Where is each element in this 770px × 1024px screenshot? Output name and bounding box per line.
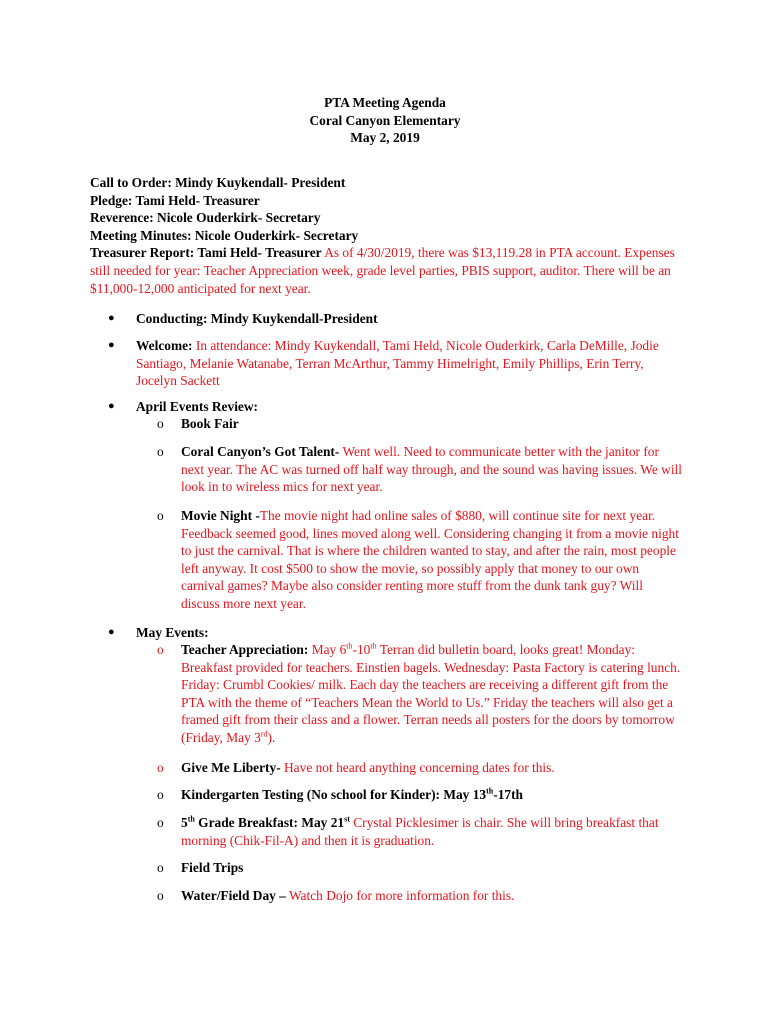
- movie-night-text: The movie night had online sales of $880, will continue site for next year. Feedback seemed good, lines moved along well. Considering changing it from a movie night to just the carnival. That is where the children wanted to stay, and after the rain, most people left anyway. It cost $500 to show the movie, so possibly apply that money to our own carnival games? Maybe also consider renting more stuff from the dunk tank guy? Will discuss more next year.: [181, 508, 679, 611]
- sub-bullet-icon: o: [157, 760, 164, 775]
- title-line-1: PTA Meeting Agenda: [324, 95, 446, 110]
- liberty-paragraph: [181, 759, 683, 777]
- bullet-icon: ●: [108, 626, 115, 638]
- sub-bullet-icon: o: [157, 787, 164, 802]
- teacher-sup-3: rd: [260, 729, 268, 739]
- welcome-paragraph: [136, 337, 682, 390]
- teacher-text-1: May 6: [308, 642, 347, 657]
- sub-bullet-icon: o: [157, 642, 164, 657]
- got-talent-paragraph: [181, 443, 683, 496]
- fifth-sup: th: [187, 814, 195, 824]
- agenda-header: [90, 174, 680, 297]
- sub-bullet-icon: o: [157, 888, 164, 903]
- title-line-2: Coral Canyon Elementary: [309, 112, 461, 128]
- liberty-text: Have not heard anything concerning dates for this.: [280, 760, 555, 775]
- treasurer-text: As of 4/30/2019, there was $13,119.28 in PTA account. Expenses still needed for year: Teacher Appreciation week, grade level parties, PBIS support, auditor. There will be an $11,000-12,000 anticipated for next year.: [90, 245, 675, 296]
- bullet-icon: ●: [108, 339, 115, 351]
- water-field-day-label: Water/Field Day –: [181, 888, 286, 903]
- kinder-text-2: -17th: [493, 787, 524, 802]
- sub-bullet-icon: o: [157, 860, 164, 875]
- fifth-num: 5: [181, 815, 188, 830]
- kinder-text-1: Kindergarten Testing (No school for Kinder): May 13: [181, 787, 487, 802]
- document-title: [0, 94, 770, 147]
- sub-bullet-icon: o: [157, 815, 164, 830]
- field-trips-label: Field Trips: [181, 860, 244, 875]
- teacher-text-4: ).: [267, 729, 276, 745]
- got-talent-text: Went well. Need to communicate better with the janitor for next year. The AC was turned off half way through, and the sound was having issues. We will look in to wireless mics for next year.: [181, 444, 682, 495]
- teacher-appreciation-label: Teacher Appreciation:: [181, 642, 309, 657]
- movie-night-label: Movie Night -: [181, 508, 260, 523]
- sub-bullet-icon: o: [157, 416, 164, 431]
- bullet-icon: ●: [108, 312, 115, 324]
- conducting-text: Conducting: Mindy Kuykendall-President: [136, 311, 378, 326]
- sub-bullet-icon: o: [157, 444, 164, 459]
- got-talent-label: Coral Canyon’s Got Talent-: [181, 444, 340, 459]
- meeting-minutes: Meeting Minutes: Nicole Ouderkirk- Secretary: [90, 227, 359, 243]
- april-events-label: April Events Review:: [136, 399, 258, 414]
- teacher-text-3: Terran did bulletin board, looks great! Monday: Breakfast provided for teachers. Einstien bagels. Wednesday: Pasta Factory is catering lunch. Friday: Crumbl Cookies/ milk. Each day the teachers are receiving a different gift from the PTA with the theme of “Teachers Mean the World to Us.” Friday the teachers will also get a framed gift from their class and a flower. Terran needs all posters for the doors by tomorrow (Friday, May 3: [181, 642, 681, 745]
- welcome-label: Welcome:: [136, 338, 193, 353]
- pledge: Pledge: Tami Held- Treasurer: [90, 192, 260, 208]
- fifth-grade-paragraph: [181, 814, 683, 849]
- fifth-text: Crystal Picklesimer is chair. She will bring breakfast that morning (Chik-Fil-A) and then it is graduation.: [181, 815, 659, 848]
- kinder-sup: th: [486, 786, 494, 796]
- sub-bullet-icon: o: [157, 508, 164, 523]
- book-fair-label: Book Fair: [181, 416, 239, 431]
- teacher-sup-1: th: [346, 641, 353, 651]
- treasurer-report: [90, 244, 680, 297]
- teacher-sup-2: th: [370, 641, 377, 651]
- fifth-text-1: Grade Breakfast: May 21: [194, 815, 345, 830]
- water-field-day-paragraph: [181, 887, 683, 905]
- title-line-3: May 2, 2019: [350, 130, 420, 146]
- water-field-day-text: Watch Dojo for more information for this.: [285, 888, 515, 903]
- may-events-label: May Events:: [136, 625, 209, 640]
- reverence: Reverence: Nicole Ouderkirk- Secretary: [90, 210, 321, 226]
- teacher-text-2: -10: [352, 642, 371, 657]
- fifth-sup-2: st: [344, 814, 350, 824]
- movie-night-paragraph: [181, 507, 683, 613]
- treasurer-label: Treasurer Report: Tami Held- Treasurer: [90, 245, 322, 261]
- kindergarten-paragraph: [181, 786, 683, 804]
- bullet-icon: ●: [108, 400, 115, 412]
- welcome-text: In attendance: Mindy Kuykendall, Tami Held, Nicole Ouderkirk, Carla DeMille, Jodie Santiago, Melanie Watanabe, Terran McArthur, Tammy Himelright, Emily Phillips, Erin Terry, Jocelyn Sackett: [136, 338, 659, 389]
- liberty-label: Give Me Liberty-: [181, 760, 281, 775]
- teacher-appreciation-paragraph: [181, 641, 683, 747]
- call-to-order: Call to Order: Mindy Kuykendall- President: [90, 175, 346, 190]
